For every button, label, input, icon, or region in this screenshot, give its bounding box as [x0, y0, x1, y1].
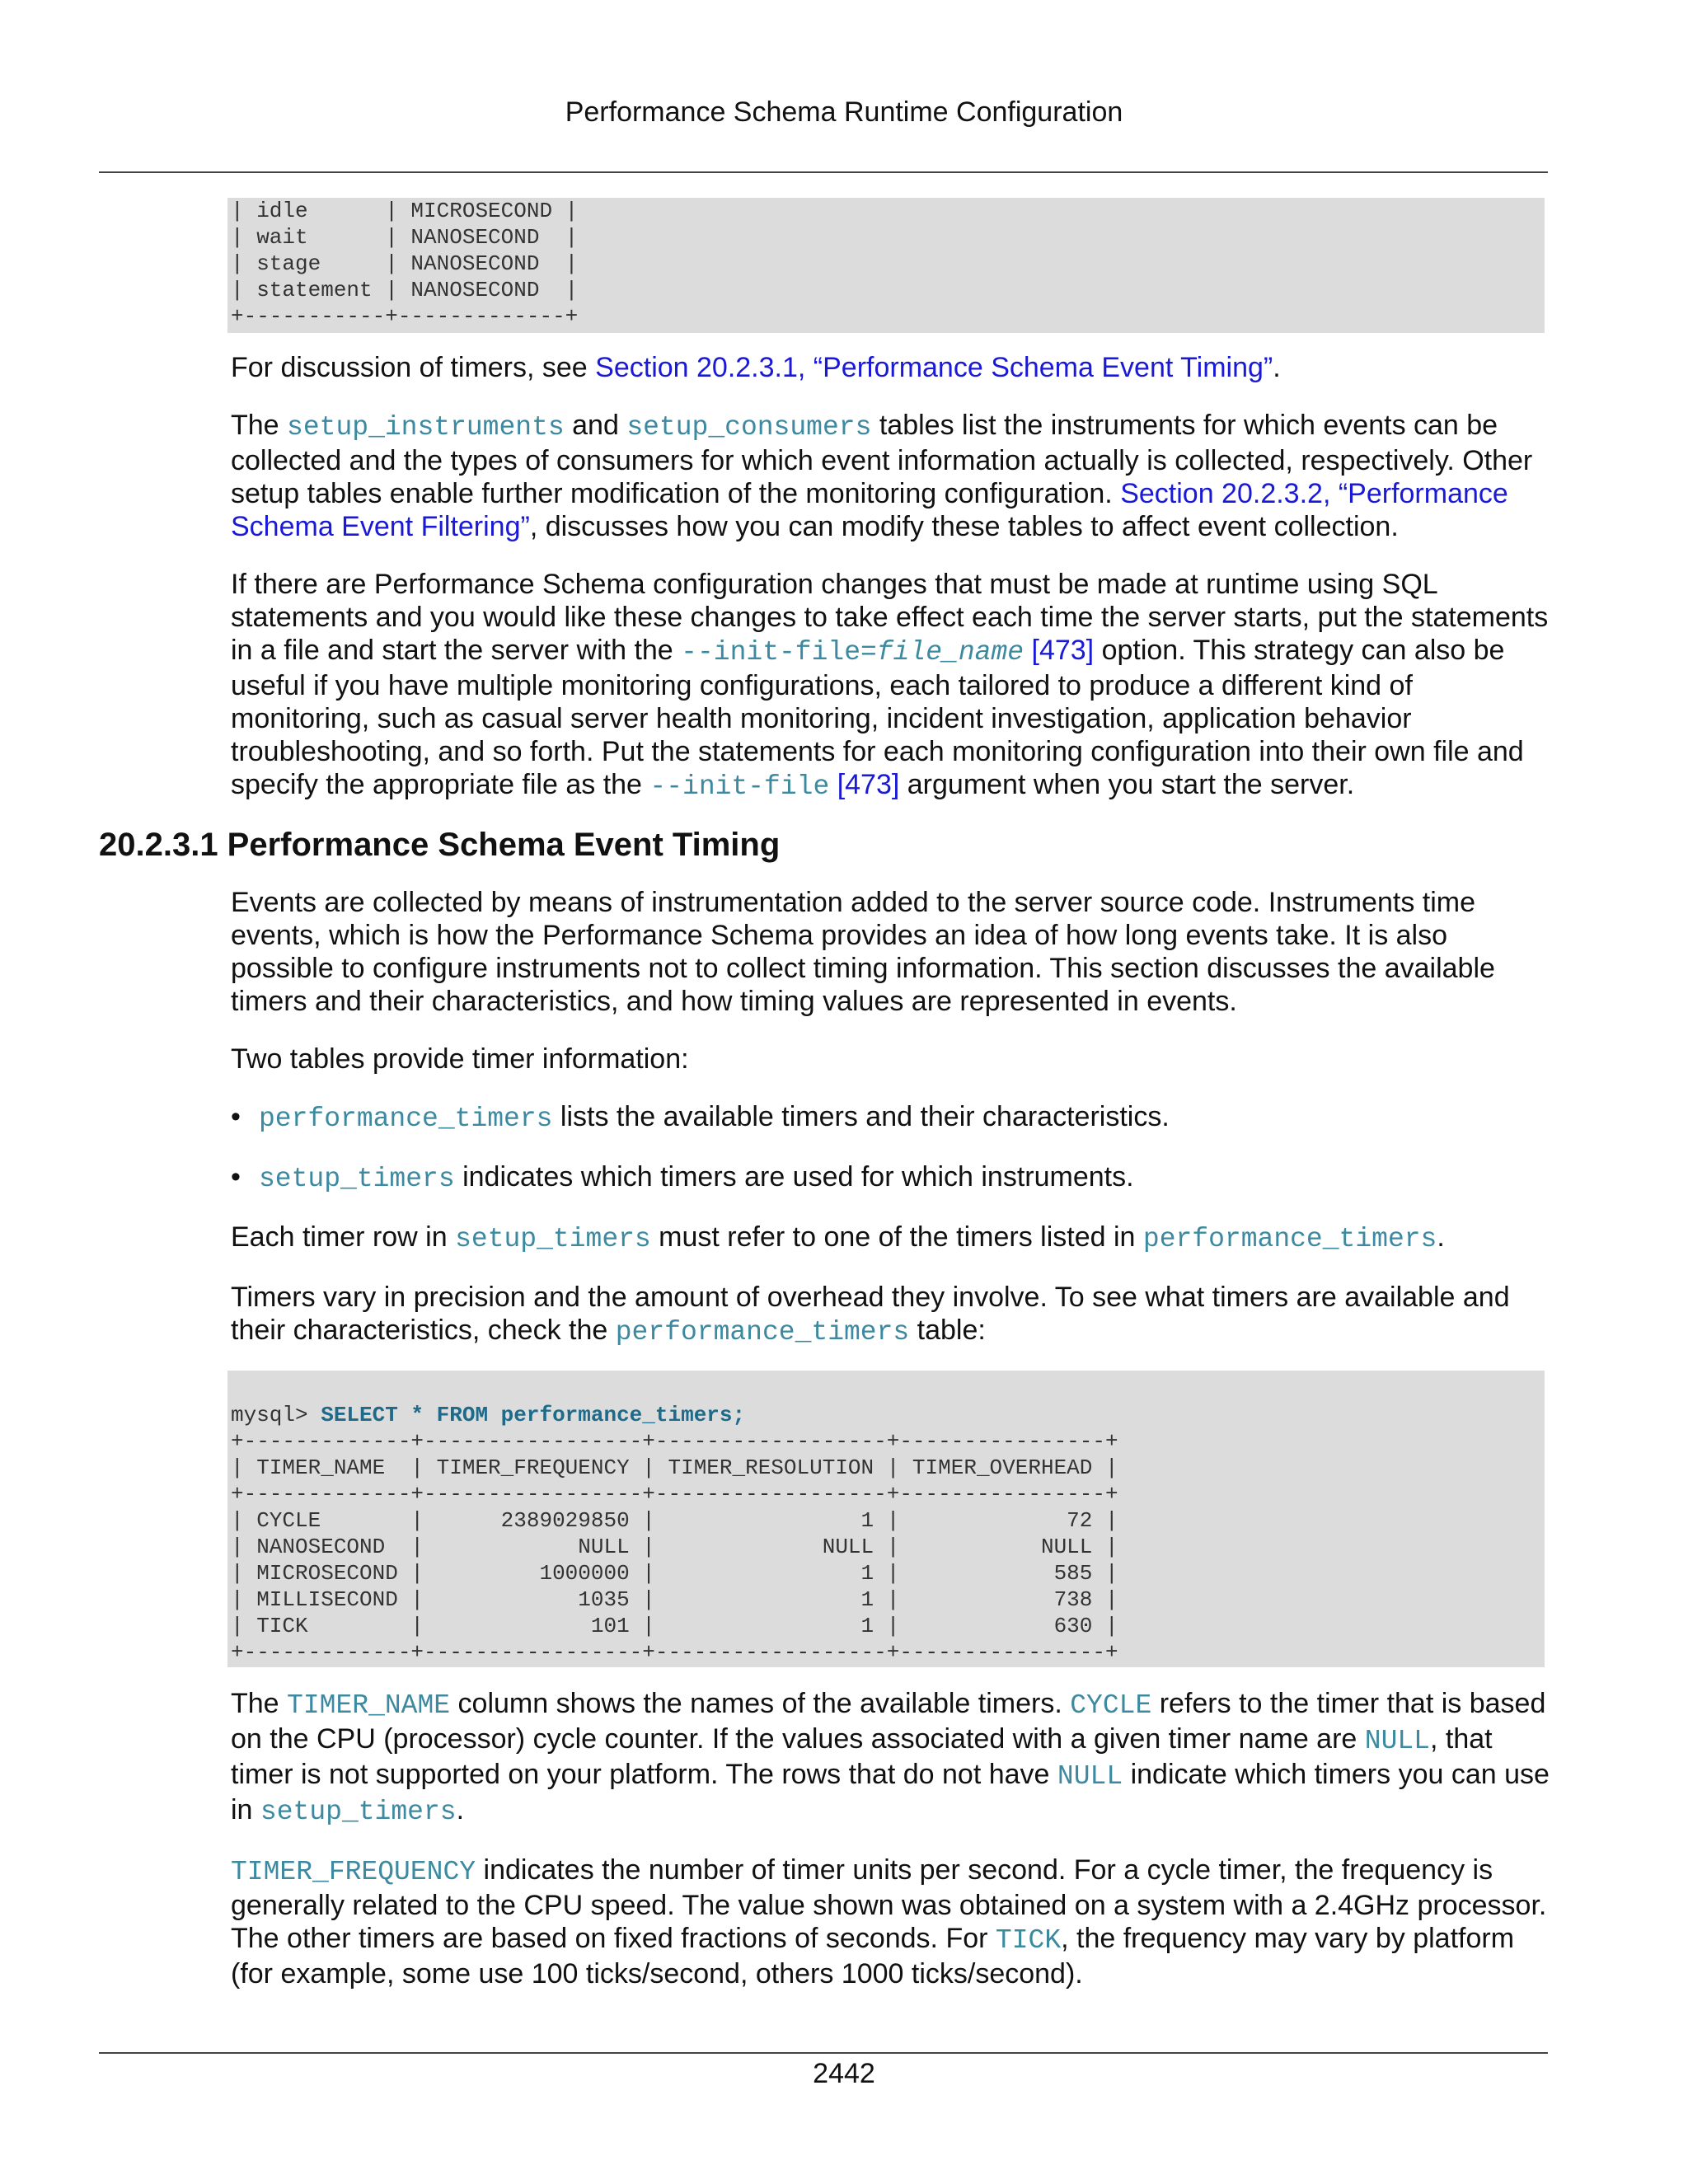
- link-event-timing[interactable]: Section 20.2.3.1, “Performance Schema Event Timing”: [595, 352, 1273, 383]
- paragraph-timers-reference: [231, 351, 1550, 384]
- paragraph-two-tables: Two tables provide timer information:: [231, 1043, 689, 1075]
- paragraph-init-file: [231, 568, 1550, 804]
- code-setup-consumers: setup_consumers: [626, 412, 872, 443]
- text: If there are Performance Schema configuration changes that must be made at runtime using SQL statements and you would like these changes to take effect each time the server starts, put the statements in a file and start the server with the: [231, 569, 1549, 666]
- text: .: [1273, 352, 1281, 383]
- text: table:: [909, 1315, 986, 1346]
- code-init-file: --init-file: [649, 771, 830, 802]
- paragraph-timer-row: [231, 1221, 1550, 1256]
- code-setup-timers: setup_timers: [455, 1224, 651, 1254]
- code-block-timers-tail: | idle | MICROSECOND | | wait | NANOSECOND | | stage | NANOSECOND | | statement | NANOSECOND | +-----------+-------------+: [227, 198, 1545, 333]
- code-null: NULL: [1364, 1726, 1430, 1756]
- text: column shows the names of the available timers.: [450, 1688, 1071, 1719]
- text: and: [564, 410, 627, 441]
- section-heading: 20.2.3.1 Performance Schema Event Timing: [99, 827, 781, 863]
- paragraph-timers-vary: [231, 1281, 1550, 1349]
- code-file-name: file_name: [876, 637, 1025, 668]
- bullet-icon: •: [231, 1101, 241, 1132]
- text: indicates the number of timer units per second. For a cycle timer, the frequency is generally related to the CPU speed. The value shown was obtained on a system with a 2.4GHz processor. The other timers are based on fixed fractions of seconds. For: [231, 1854, 1547, 1954]
- text: For discussion of timers, see: [231, 352, 596, 383]
- code-timer-name: TIMER_NAME: [287, 1690, 451, 1721]
- code-performance-timers: performance_timers: [615, 1317, 910, 1347]
- text: must refer to one of the timers listed in: [650, 1221, 1143, 1253]
- code-performance-timers: performance_timers: [1142, 1224, 1437, 1254]
- link-ref-473[interactable]: [473]: [1031, 635, 1095, 666]
- text: , the frequency may vary by platform (for example, some use 100 ticks/second, others 1000 ticks/second).: [231, 1923, 1515, 1990]
- link-ref-473-second[interactable]: [473]: [837, 769, 900, 800]
- text: Timers vary in precision and the amount of overhead they involve. To see what timers are available and their characteristics, check the: [231, 1282, 1510, 1346]
- text: , that timer is not supported on your platform. The rows that do not have: [231, 1723, 1493, 1790]
- timers-result-table: +-------------+-----------------+------------------+----------------+ | TIMER_NAME | TIMER_FREQUENCY | TIMER_RESOLUTION | TIMER_OVERHEAD | +-------------+-----------------+------------------+----------------+ | CYCLE | 2389029850 | 1 | 72 | | NANOSECOND | NULL | NULL | NULL | | MICROSECOND | 1000000 | 1 | 585 | | MILLISECOND | 1035 | 1 | 738 | | TICK | 101 | 1 | 630 | +-------------+-----------------+------------------+----------------+: [231, 1429, 1118, 1665]
- text: argument when you start the server.: [899, 769, 1355, 800]
- code-cycle: CYCLE: [1070, 1690, 1152, 1721]
- mysql-prompt: mysql>: [231, 1403, 321, 1427]
- code-setup-instruments: setup_instruments: [287, 412, 565, 443]
- timer-tables-list: [231, 1100, 1550, 1196]
- text: indicate which timers you can use in: [231, 1759, 1550, 1825]
- header-rule: [99, 171, 1548, 173]
- page-number: 2442: [813, 2058, 875, 2089]
- running-header: Performance Schema Runtime Configuration: [565, 96, 1123, 128]
- text: refers to the timer that is based on the CPU (processor) cycle counter. If the values associated with a given timer name are: [231, 1688, 1546, 1755]
- text: tables list the instruments for which events can be collected and the types of consumers for which event information actually is collected, respectively. Other setup tables enable further modification of the monitoring configuration.: [231, 410, 1533, 509]
- text: Each timer row in: [231, 1221, 456, 1253]
- link-event-filtering[interactable]: Section 20.2.3.2, “Performance Schema Event Filtering”: [231, 478, 1508, 542]
- text: , discusses how you can modify these tables to affect event collection.: [529, 511, 1399, 542]
- page-content: [99, 198, 1550, 1990]
- code-tick: TICK: [995, 1925, 1062, 1956]
- paragraph-setup-tables: [231, 409, 1550, 543]
- bullet-icon: •: [231, 1161, 241, 1193]
- code-null-second: NULL: [1057, 1761, 1123, 1792]
- text: The: [231, 1688, 288, 1719]
- code-init-file-option: --init-file=: [681, 637, 877, 668]
- paragraph-timer-frequency: [231, 1854, 1550, 1990]
- text: .: [1437, 1221, 1445, 1253]
- text: option. This strategy can also be useful if you have multiple monitoring configurations, each tailored to produce a different kind of monitoring, such as casual server health monitoring, incident investigation, application behavior troubleshooting, and so forth. Put the statements for each monitoring configuration into their own file and specify the appropriate file as the: [231, 635, 1524, 800]
- text: lists the available timers and their characteristics.: [552, 1101, 1170, 1132]
- paragraph-events-collected: Events are collected by means of instrumentation added to the server source code. Instruments time events, which is how the Performance Schema provides an idea of how long events take. It is also possible to configure instruments not to collect timing information. This section discusses the available timers and their characteristics, and how timing values are represented in events.: [231, 887, 1495, 1017]
- footer-rule: [99, 2052, 1548, 2054]
- code-setup-timers: setup_timers: [260, 1797, 457, 1827]
- text: The: [231, 410, 288, 441]
- text: indicates which timers are used for which instruments.: [454, 1161, 1134, 1193]
- paragraph-timer-name: [231, 1687, 1550, 1829]
- code-performance-timers: performance_timers: [259, 1104, 553, 1134]
- code-block-performance-timers: [227, 1371, 1545, 1667]
- code-timer-frequency: TIMER_FREQUENCY: [231, 1857, 476, 1887]
- list-item: [231, 1160, 1550, 1196]
- text: .: [456, 1794, 465, 1825]
- sql-query: SELECT * FROM performance_timers;: [321, 1403, 746, 1427]
- list-item: [231, 1100, 1550, 1136]
- code-setup-timers: setup_timers: [259, 1164, 455, 1194]
